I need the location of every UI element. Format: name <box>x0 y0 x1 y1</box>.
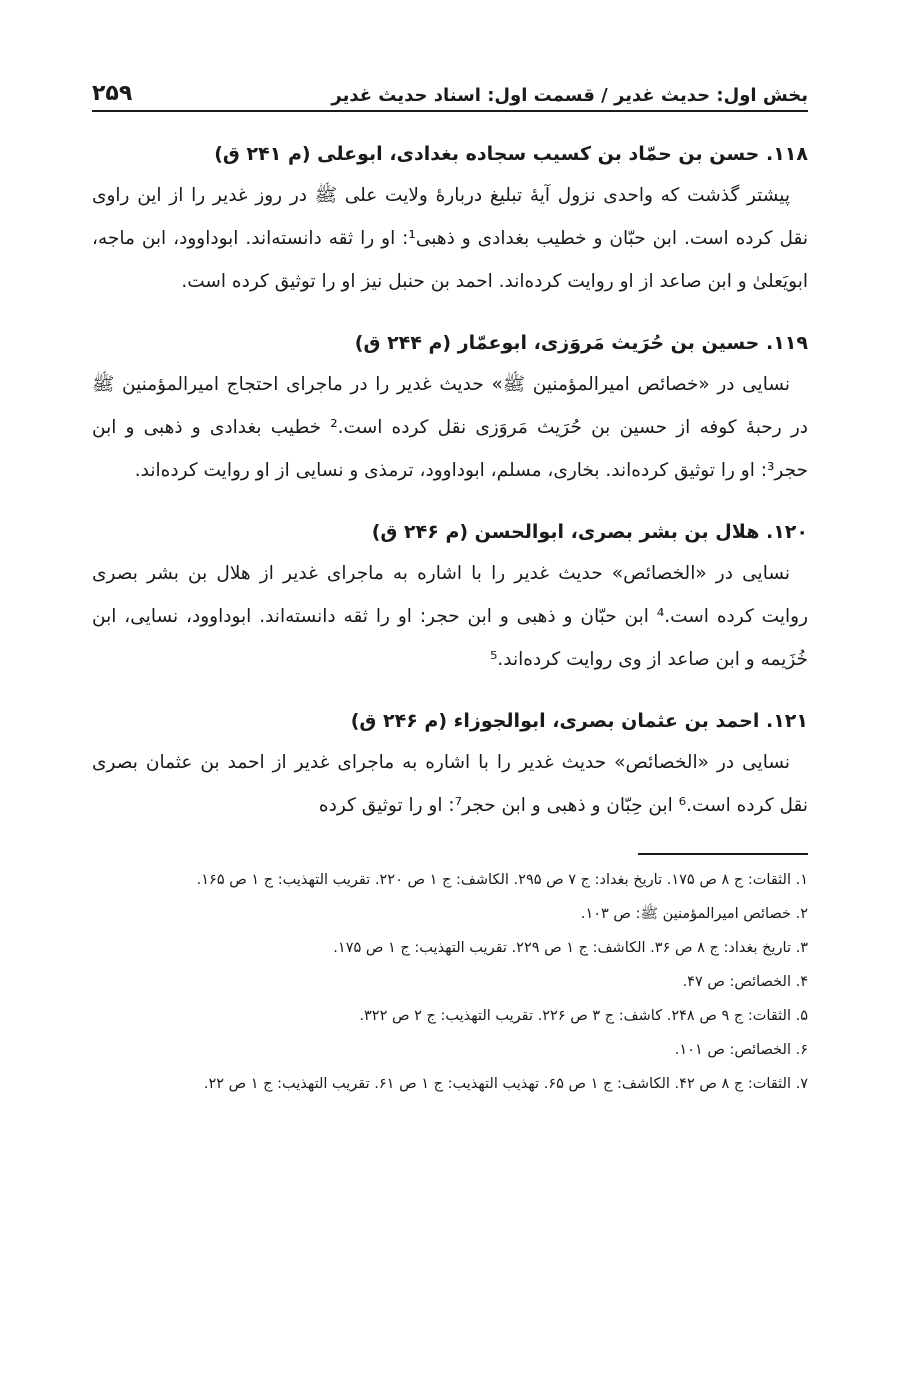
footnote-3: ۳. تاریخ بغداد: ج ۸ ص ۳۶. الکاشف: ج ۱ ص ۲۲۹. تقریب التهذیب: ج ۱ ص ۱۷۵. <box>333 940 808 956</box>
footnotes <box>92 863 808 1101</box>
entry-heading: ۱۲۰. هلال بن بشر بصری، ابوالحسن (م ۲۴۶ ق) <box>371 521 808 543</box>
running-header <box>92 60 808 112</box>
book-page <box>92 60 808 1101</box>
footnote-separator <box>638 853 808 855</box>
footnote-4: ۴. الخصائص: ص ۴۷. <box>682 974 808 990</box>
entry-body: نسایی در «الخصائص» حدیث غدیر را با اشاره به ماجرای غدیر از احمد بن عثمان بصری نقل کرده است.⁶ ابن حِبّان و ذهبی و ابن حجر⁷: او را توثیق کرده <box>92 752 808 816</box>
footnote-6: ۶. الخصائص: ص ۱۰۱. <box>674 1042 808 1058</box>
entry-body: نسایی در «الخصائص» حدیث غدیر را با اشاره به ماجرای غدیر از هلال بن بشر بصری روایت کرده است.⁴ ابن حبّان و ذهبی و ابن حجر: او را ثقه دانسته‌اند. ابوداوود، نسایی، ابن خُزَیمه و ابن صاعد از وی روایت کرده‌اند.⁵ <box>92 563 808 670</box>
entry-body: نسایی در «خصائص امیرالمؤمنین ﷺ» حدیث غدیر را در ماجرای احتجاج امیرالمؤمنین ﷺ در رحبهٔ کوفه از حسین بن حُرَیث مَروَزی نقل کرده است.² خطیب بغدادی و ذهبی و ابن حجر³: او را توثیق کرده‌اند. بخاری، مسلم، ابوداوود، ترمذی و نسایی از او روایت کرده‌اند. <box>92 374 808 481</box>
entry-121 <box>92 701 808 827</box>
footnote-2: ۲. خصائص امیرالمؤمنین ﷺ: ص ۱۰۳. <box>580 906 808 922</box>
footnote-5: ۵. الثقات: ج ۹ ص ۲۴۸. کاشف: ج ۳ ص ۲۲۶. تقریب التهذیب: ج ۲ ص ۳۲۲. <box>359 1008 808 1024</box>
entry-119 <box>92 323 808 492</box>
entry-120 <box>92 512 808 681</box>
entry-heading: ۱۱۹. حسین بن حُرَیث مَروَزی، ابوعمّار (م ۲۴۴ ق) <box>354 332 808 354</box>
entry-118 <box>92 134 808 303</box>
page-number: ۲۵۹ <box>92 81 133 106</box>
footnote-1: ۱. الثقات: ج ۸ ص ۱۷۵. تاریخ بغداد: ج ۷ ص ۲۹۵. الکاشف: ج ۱ ص ۲۲۰. تقریب التهذیب: ج ۱ ص ۱۶۵. <box>196 872 808 888</box>
entry-heading: ۱۱۸. حسن بن حمّاد بن کسیب سجاده بغدادی، ابوعلی (م ۲۴۱ ق) <box>214 143 808 165</box>
running-title: بخش اول: حدیث غدیر / قسمت اول: اسناد حدیث غدیر <box>331 85 808 106</box>
narrator-entries <box>92 134 808 827</box>
footnote-7: ۷. الثقات: ج ۸ ص ۴۲. الکاشف: ج ۱ ص ۶۵. تهذیب التهذیب: ج ۱ ص ۶۱. تقریب التهذیب: ج ۱ ص ۲۲. <box>203 1076 808 1092</box>
entry-body: پیشتر گذشت که واحدی نزول آیهٔ تبلیغ دربارهٔ ولایت علی ﷺ در روز غدیر را از این راوی نقل کرده است. ابن حبّان و خطیب بغدادی و ذهبی¹: او را ثقه دانسته‌اند. ابوداوود، ابن ماجه، ابویَعلیٰ و ابن صاعد از او روایت کرده‌اند. احمد بن حنبل نیز او را توثیق کرده است. <box>92 185 808 292</box>
entry-heading: ۱۲۱. احمد بن عثمان بصری، ابوالجوزاء (م ۲۴۶ ق) <box>350 710 808 732</box>
